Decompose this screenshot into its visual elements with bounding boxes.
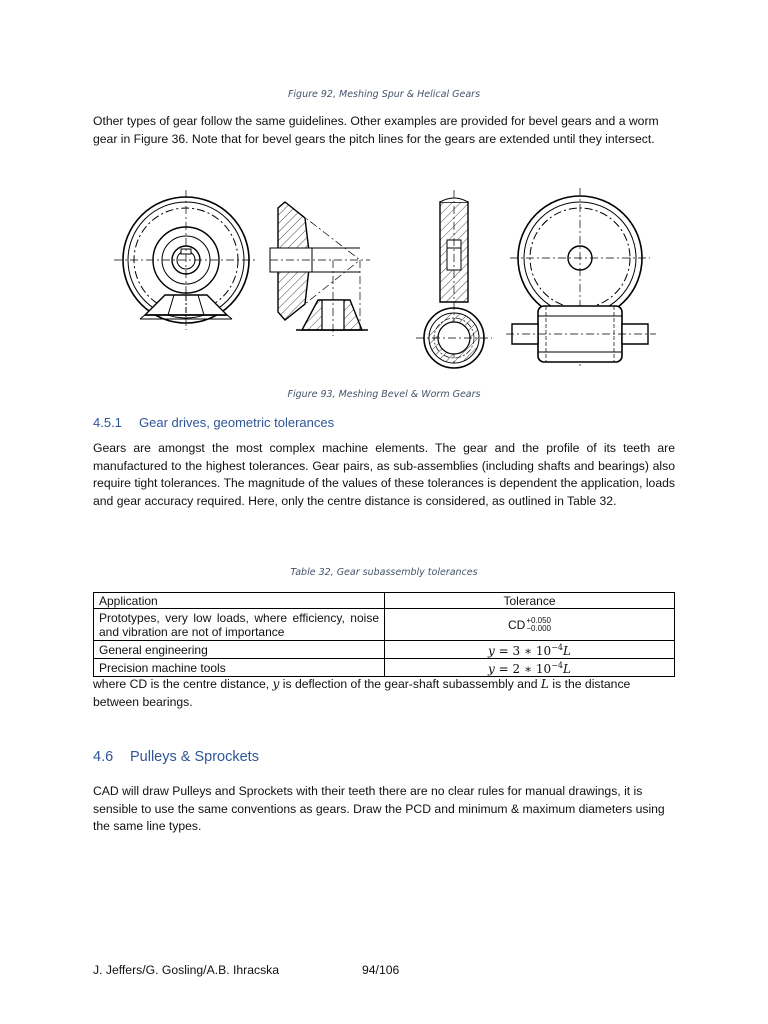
section-451-body: Gears are amongst the most complex machine elements. The gear and the profile of its teeth are manufactured to the highest tolerances. Gear pairs, as sub-assemblies (including shafts and bearings) also require tight tolerances. The magnitude of the values of these tolerances is dependent the application, loads and gear accuracy required. Here, only the centre distance is considered, as outlined in Table 32. xyxy=(93,441,675,508)
table-cell-tolerance xyxy=(385,659,675,677)
tolerance-base: CD xyxy=(507,617,526,632)
section-46-number: 4.6 xyxy=(93,749,114,765)
table-row xyxy=(94,641,675,659)
table-note-part2: is deflection of the gear-shaft subassembly and xyxy=(279,677,541,691)
section-46-heading xyxy=(93,749,259,765)
table-cell-tolerance xyxy=(385,641,675,659)
tolerance-lower: −0.000 xyxy=(526,623,552,633)
bevel-worm-gear-drawing xyxy=(110,188,690,374)
table-note-part3: is the distance between bearings. xyxy=(93,677,631,709)
table-cell-application: Precision machine tools xyxy=(94,659,385,677)
bevel-gear-section-view xyxy=(270,202,370,336)
table-row xyxy=(94,609,675,641)
formula-lhs: y xyxy=(488,644,495,658)
formula-var: L xyxy=(562,662,571,676)
worm-gear-front-view xyxy=(506,188,656,366)
table-header-cell: Application xyxy=(94,593,385,609)
formula-lhs: y xyxy=(488,662,495,676)
figure-92-caption: Figure 92, Meshing Spur & Helical Gears xyxy=(287,89,481,100)
formula-exponent: −4 xyxy=(551,643,563,652)
table-note-part1: where CD is the centre distance, xyxy=(93,677,273,691)
table-cell-application: General engineering xyxy=(94,641,385,659)
formula-var: L xyxy=(562,644,571,658)
table-note-var-l: L xyxy=(540,677,550,691)
table-row xyxy=(94,659,675,677)
worm-wheel-section-view xyxy=(416,190,492,368)
tolerance-upper: +0.050 xyxy=(526,615,552,625)
formula-exponent: −4 xyxy=(551,661,563,670)
tolerance-table xyxy=(93,592,675,677)
table-cell-application: Prototypes, very low loads, where efficiency, noise and vibration are not of importance xyxy=(94,609,385,641)
figure-93-caption: Figure 93, Meshing Bevel & Worm Gears xyxy=(287,389,481,400)
section-46-body: CAD will draw Pulleys and Sprockets with their teeth there are no clear rules for manual drawings, it is sensible to use the same conventions as gears. Draw the PCD and minimum & maximum diameters using the same line types. xyxy=(93,784,665,834)
table-32-caption: Table 32, Gear subassembly tolerances xyxy=(290,567,478,578)
table-note-var-y: y xyxy=(272,677,280,691)
formula-rhs: = 3 ∗ 10 xyxy=(494,644,552,658)
table-header-cell: Tolerance xyxy=(385,593,675,609)
table-header-row xyxy=(94,593,675,609)
section-46-title: Pulleys & Sprockets xyxy=(130,749,259,765)
section-451-number: 4.5.1 xyxy=(93,415,122,430)
table-note xyxy=(93,676,675,711)
footer-authors: J. Jeffers/G. Gosling/A.B. Ihracska xyxy=(93,963,280,977)
table-cell-tolerance xyxy=(385,609,675,641)
formula-rhs: = 2 ∗ 10 xyxy=(494,662,552,676)
bevel-gear-face-view xyxy=(114,190,258,330)
section-451-title: Gear drives, geometric tolerances xyxy=(139,415,335,430)
section-451-heading xyxy=(93,415,334,430)
intro-paragraph: Other types of gear follow the same guidelines. Other examples are provided for bevel gears and a worm gear in Figure 36. Note that for bevel gears the pitch lines for the gears are extended until they intersect. xyxy=(93,114,659,146)
footer-page-number: 94/106 xyxy=(362,963,400,977)
